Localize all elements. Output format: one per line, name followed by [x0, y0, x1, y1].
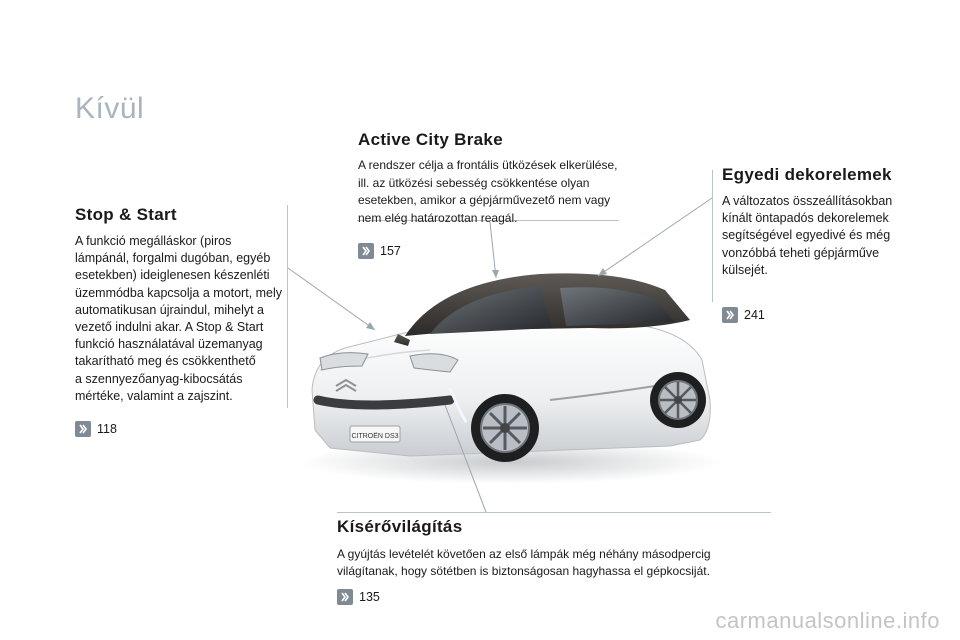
- text-line: külsejét.: [722, 262, 768, 277]
- text-line: A változatos összeállításokban: [722, 194, 893, 208]
- text-line: vezető indulni akar. A Stop & Start: [75, 320, 264, 335]
- section-heading: Active City Brake: [358, 130, 503, 149]
- callout-active-city-brake: [490, 222, 496, 278]
- section-heading: Kísérővilágítás: [337, 517, 463, 536]
- watermark: carmanualsonline.info: [715, 608, 940, 633]
- text-line: vonzóbbá teheti gépjárműve: [722, 245, 880, 260]
- text-line: nem elég határozottan reagál.: [358, 210, 518, 225]
- section-heading: Egyedi dekorelemek: [722, 165, 892, 184]
- text-line: lámpánál, forgalmi dugóban, egyéb: [75, 251, 271, 266]
- callout-stop-start: [288, 268, 375, 330]
- page-ref-number: 118: [97, 422, 117, 437]
- page-ref-number: 157: [380, 244, 401, 258]
- license-plate-text: CITROËN DS3: [351, 433, 399, 440]
- callout-decor: [598, 198, 712, 276]
- text-line: kínált öntapadós dekorelemek: [722, 211, 889, 226]
- section-heading: Stop & Start: [75, 205, 177, 224]
- text-line: takarítható meg és csökkenthető: [75, 354, 256, 369]
- text-line: automatikusan újraindul, mihelyt a: [75, 302, 264, 317]
- text-line: a szennyezőanyag-kibocsátás: [75, 371, 243, 386]
- text-line: segítségével egyedivé és még: [722, 228, 891, 243]
- text-line: A funkció megálláskor (piros: [75, 234, 232, 248]
- callout-escort: [445, 405, 486, 512]
- page-ref-number: 241: [744, 308, 765, 323]
- text-line: ill. az ütközési sebesség csökkentése olyan: [358, 175, 590, 190]
- text-line: világítanak, hogy sötétben is biztonságosan hagyhassa el gépkocsiját.: [337, 564, 710, 579]
- text-line: üzemmódba kapcsolja a motort, mely: [75, 285, 283, 300]
- page-ref-number: 135: [359, 590, 380, 605]
- text-line: A rendszer célja a frontális ütközések elkerülése,: [358, 158, 618, 172]
- text-line: A gyújtás levételét követően az első lámpák még néhány másodpercig: [337, 547, 711, 561]
- text-line: esetekben) ideiglenesen készenléti: [75, 268, 270, 283]
- text-line: esetekben, amikor a gépjárművezető nem vagy: [358, 193, 611, 207]
- page-title: Kívül: [75, 92, 145, 125]
- text-line: funkció használatával üzemanyag: [75, 337, 263, 352]
- text-line: mértéke, valamint a zajszint.: [75, 388, 233, 403]
